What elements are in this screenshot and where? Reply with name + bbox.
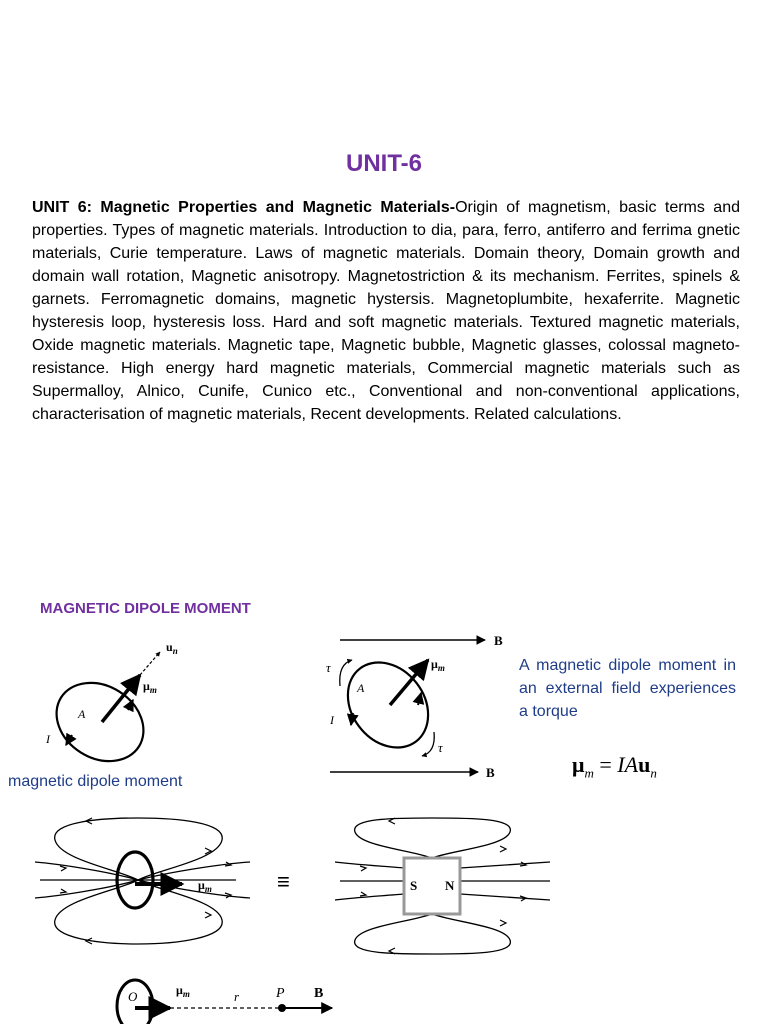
area-label: A xyxy=(78,707,86,721)
current-label: I xyxy=(46,732,50,746)
equivalence-symbol: ≡ xyxy=(277,869,290,894)
mu-label: $\mu_m$ xyxy=(143,679,157,695)
section-title: MAGNETIC DIPOLE MOMENT xyxy=(40,600,251,617)
mu-label: $\mu_m$ xyxy=(176,983,190,999)
field-label-bottom: B xyxy=(486,765,495,780)
bar-magnet-field-lines xyxy=(335,818,550,954)
north-pole-label: N xyxy=(445,878,455,893)
torque-figure xyxy=(326,633,503,780)
page-title: UNIT-6 xyxy=(345,150,422,177)
loop-field-lines xyxy=(35,818,250,944)
area-label: A xyxy=(357,681,365,695)
dipole-point-figure xyxy=(117,980,332,1024)
moment-arrow xyxy=(102,675,140,722)
dipole-formula: $\mu_m = IAu_n$ xyxy=(572,752,657,781)
normal-vector xyxy=(140,652,160,675)
distance-label: r xyxy=(234,989,240,1004)
figure-caption: magnetic dipole moment xyxy=(8,773,183,790)
current-label: I xyxy=(330,713,334,727)
torque-arrow xyxy=(422,732,434,756)
un-label: $u_n$ xyxy=(166,640,178,656)
field-label: B xyxy=(314,986,324,1001)
loop-figure xyxy=(42,640,178,777)
syllabus-lead: UNIT 6: Magnetic Properties and Magnetic Materials- xyxy=(32,199,456,216)
mu-label: $\mu_m$ xyxy=(198,878,212,894)
field-label-top: B xyxy=(494,633,503,648)
torque-label: τ xyxy=(438,740,443,755)
torque-label: τ xyxy=(326,660,331,675)
mu-label: $\mu_m$ xyxy=(431,657,445,673)
current-arrow xyxy=(418,693,421,705)
torque-description: A magnetic dipole moment in an external field experiences a torque xyxy=(519,657,736,720)
syllabus-body: Origin of magnetism, basic terms and properties. Types of magnetic materials. Introduction to dia, para, ferro, antiferro and ferrima gnetic materials, Curie temperature. Laws of magnetic materials. Domain theory, Domain growth and domain wall rotation, Magnetic anisotropy. Magnetostriction & its mechanism. Ferrites, spinels & garnets. Ferromagnetic domains, magnetic hystersis. Magnetoplumbite, hexaferrite. Magnetic hysteresis loop, hysteresis loss. Hard and soft magnetic materials. Textured magnetic materials, Oxide magnetic materials. Magnetic tape, Magnetic bubble, Magnetic glasses, colossal magneto- resistance. High energy hard magnetic materials, Commercial magnetic materials such as Supermalloy, Alnico, Cunife, Cunico etc., Conventional and non-conventional applications, characterisation of magnetic materials, Recent developments. Related calculations. xyxy=(32,199,740,423)
origin-label: O xyxy=(128,989,138,1004)
point-label: P xyxy=(276,986,285,1001)
south-pole-label: S xyxy=(410,878,418,893)
